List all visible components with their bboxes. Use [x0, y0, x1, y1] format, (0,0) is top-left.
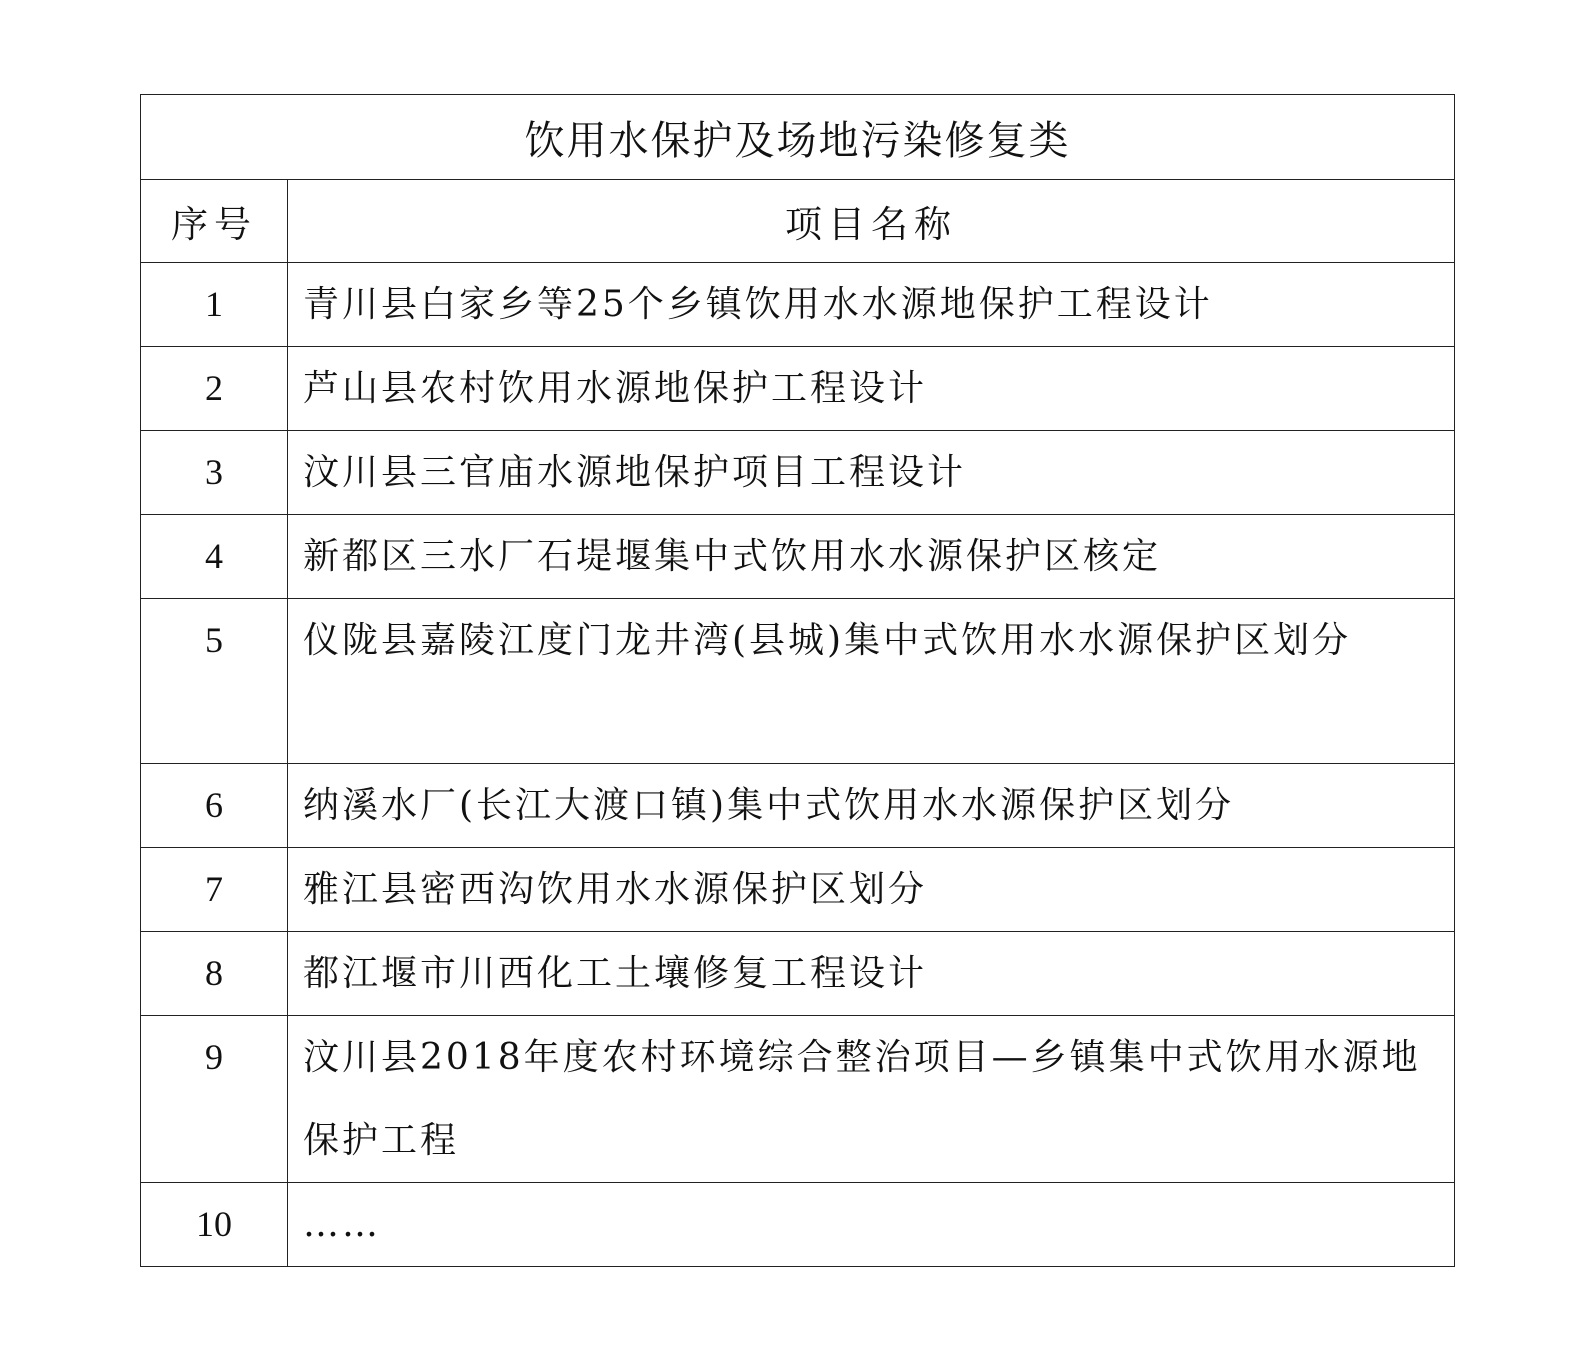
- project-name: 汶川县2018年度农村环境综合整治项目—乡镇集中式饮用水源地保护工程: [288, 1016, 1455, 1183]
- table-row: [141, 848, 1455, 932]
- row-number: 3: [141, 431, 288, 515]
- project-name: 汶川县三官庙水源地保护项目工程设计: [288, 431, 1455, 515]
- project-name: 青川县白家乡等25个乡镇饮用水水源地保护工程设计: [288, 263, 1455, 347]
- row-number: 2: [141, 347, 288, 431]
- row-number: 9: [141, 1016, 288, 1183]
- header-name: 项目名称: [288, 180, 1455, 263]
- project-name: 都江堰市川西化工土壤修复工程设计: [288, 932, 1455, 1016]
- table-row: [141, 1016, 1455, 1183]
- table-row: [141, 1183, 1455, 1267]
- row-number: 10: [141, 1183, 288, 1267]
- project-table: [140, 94, 1455, 1267]
- table-title: 饮用水保护及场地污染修复类: [141, 95, 1455, 180]
- header-no: 序号: [141, 180, 288, 263]
- table-row: [141, 431, 1455, 515]
- project-name: 雅江县密西沟饮用水水源保护区划分: [288, 848, 1455, 932]
- row-number: 1: [141, 263, 288, 347]
- project-name: 芦山县农村饮用水源地保护工程设计: [288, 347, 1455, 431]
- table-row: [141, 599, 1455, 764]
- table-row: [141, 515, 1455, 599]
- row-number: 6: [141, 764, 288, 848]
- table-row: [141, 932, 1455, 1016]
- row-number: 4: [141, 515, 288, 599]
- row-number: 7: [141, 848, 288, 932]
- table-row: [141, 764, 1455, 848]
- project-name: ……: [288, 1183, 1455, 1267]
- row-number: 5: [141, 599, 288, 764]
- table-row: [141, 347, 1455, 431]
- project-name: 新都区三水厂石堤堰集中式饮用水水源保护区核定: [288, 515, 1455, 599]
- row-number: 8: [141, 932, 288, 1016]
- table-row: [141, 263, 1455, 347]
- project-name: 纳溪水厂(长江大渡口镇)集中式饮用水水源保护区划分: [288, 764, 1455, 848]
- project-name: 仪陇县嘉陵江度门龙井湾(县城)集中式饮用水水源保护区划分: [288, 599, 1455, 764]
